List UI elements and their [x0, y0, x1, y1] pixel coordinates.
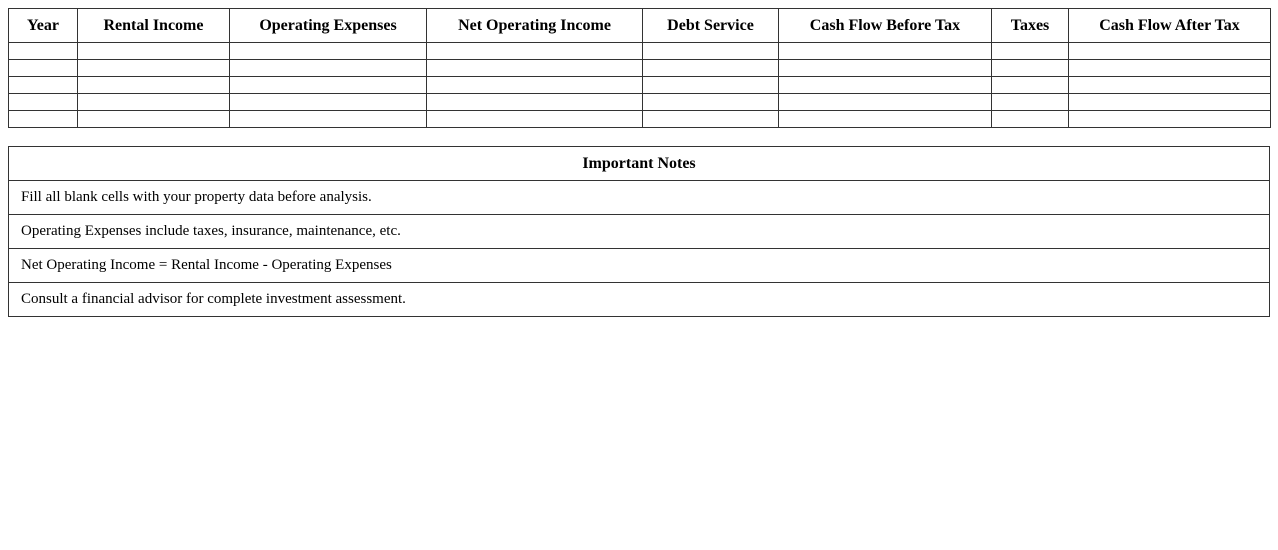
- notes-header-row: [9, 147, 1270, 181]
- table-cell[interactable]: [78, 43, 230, 60]
- table-cell[interactable]: [779, 94, 992, 111]
- table-cell[interactable]: [78, 94, 230, 111]
- note-row: [9, 181, 1270, 215]
- important-notes-table: [8, 146, 1270, 317]
- table-cell[interactable]: [427, 94, 643, 111]
- table-cell[interactable]: [230, 77, 427, 94]
- table-cell[interactable]: [78, 60, 230, 77]
- table-cell[interactable]: [78, 77, 230, 94]
- table-cell[interactable]: [779, 111, 992, 128]
- table-cell[interactable]: [643, 94, 779, 111]
- table-cell[interactable]: [992, 43, 1069, 60]
- table-cell[interactable]: [230, 94, 427, 111]
- col-header-debt-service: Debt Service: [643, 9, 779, 43]
- document-body: [8, 8, 1270, 317]
- note-row: [9, 249, 1270, 283]
- table-cell[interactable]: [427, 111, 643, 128]
- col-header-rental-income: Rental Income: [78, 9, 230, 43]
- note-row: [9, 283, 1270, 317]
- note-item: Fill all blank cells with your property data before analysis.: [9, 181, 1270, 215]
- table-cell[interactable]: [9, 77, 78, 94]
- cash-flow-table: [8, 8, 1271, 128]
- table-cell[interactable]: [9, 60, 78, 77]
- table-cell[interactable]: [1069, 111, 1271, 128]
- table-row: [9, 60, 1271, 77]
- table-cell[interactable]: [992, 60, 1069, 77]
- table-row: [9, 77, 1271, 94]
- col-header-taxes: Taxes: [992, 9, 1069, 43]
- table-cell[interactable]: [9, 94, 78, 111]
- table-cell[interactable]: [9, 43, 78, 60]
- table-cell[interactable]: [230, 43, 427, 60]
- table-cell[interactable]: [643, 43, 779, 60]
- table-cell[interactable]: [427, 43, 643, 60]
- table-cell[interactable]: [992, 94, 1069, 111]
- table-cell[interactable]: [427, 77, 643, 94]
- table-cell[interactable]: [643, 60, 779, 77]
- table-cell[interactable]: [1069, 94, 1271, 111]
- table-cell[interactable]: [643, 111, 779, 128]
- note-item: Operating Expenses include taxes, insurance, maintenance, etc.: [9, 215, 1270, 249]
- table-cell[interactable]: [9, 111, 78, 128]
- table-cell[interactable]: [1069, 60, 1271, 77]
- header-row: [9, 9, 1271, 43]
- col-header-operating-expenses: Operating Expenses: [230, 9, 427, 43]
- col-header-cash-flow-before-tax: Cash Flow Before Tax: [779, 9, 992, 43]
- table-cell[interactable]: [779, 60, 992, 77]
- table-cell[interactable]: [992, 77, 1069, 94]
- table-cell[interactable]: [779, 43, 992, 60]
- note-item: Consult a financial advisor for complete investment assessment.: [9, 283, 1270, 317]
- note-row: [9, 215, 1270, 249]
- table-row: [9, 111, 1271, 128]
- table-row: [9, 43, 1271, 60]
- table-cell[interactable]: [230, 111, 427, 128]
- table-cell[interactable]: [1069, 43, 1271, 60]
- table-cell[interactable]: [1069, 77, 1271, 94]
- table-cell[interactable]: [992, 111, 1069, 128]
- note-item: Net Operating Income = Rental Income - Operating Expenses: [9, 249, 1270, 283]
- table-cell[interactable]: [78, 111, 230, 128]
- table-cell[interactable]: [427, 60, 643, 77]
- col-header-cash-flow-after-tax: Cash Flow After Tax: [1069, 9, 1271, 43]
- table-cell[interactable]: [230, 60, 427, 77]
- col-header-year: Year: [9, 9, 78, 43]
- table-cell[interactable]: [643, 77, 779, 94]
- table-row: [9, 94, 1271, 111]
- col-header-net-operating-income: Net Operating Income: [427, 9, 643, 43]
- table-cell[interactable]: [779, 77, 992, 94]
- notes-title: Important Notes: [9, 147, 1270, 181]
